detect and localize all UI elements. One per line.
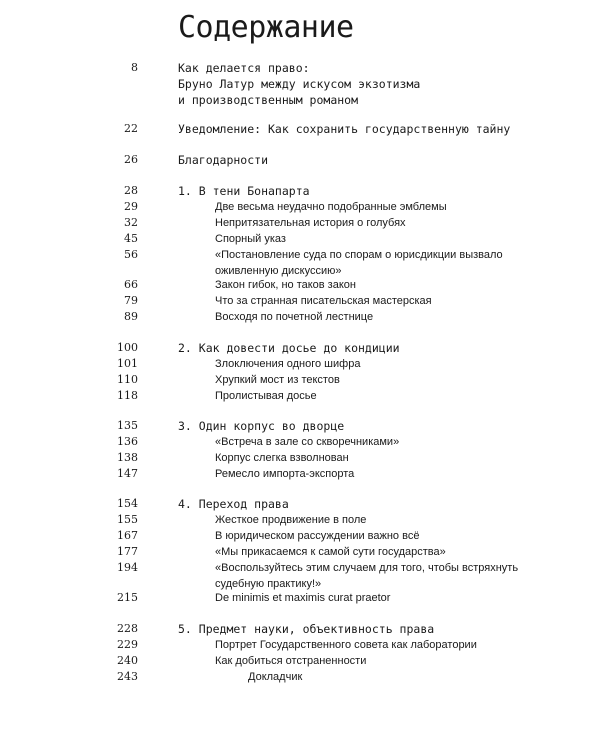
- toc-subsection-entry: [0, 388, 600, 404]
- entry-title-line: 1. В тени Бонапарта: [178, 184, 310, 198]
- page-number: 155: [117, 513, 138, 526]
- entry-title-line: Закон гибок, но таков закон: [215, 279, 356, 291]
- page-number: 56: [124, 248, 138, 261]
- toc-section-entry: [0, 183, 600, 199]
- entry-title-line: Две весьма неудачно подобранные эмблемы: [215, 201, 447, 213]
- entry-title-line: Жесткое продвижение в поле: [215, 514, 367, 526]
- entry-title-line: Бруно Латур между искусом экзотизма: [178, 77, 421, 91]
- entry-title-line: 2. Как довести досье до кондиции: [178, 341, 400, 355]
- page-number: 118: [117, 389, 138, 402]
- toc-subsection-entry: [0, 231, 600, 247]
- entry-title-line: Корпус слегка взволнован: [215, 452, 349, 464]
- page-number: 110: [117, 373, 138, 386]
- entry-title-line: Как добиться отстраненности: [215, 655, 367, 667]
- page-number: 32: [124, 216, 138, 229]
- entry-title-line: Портрет Государственного совета как лаборатории: [215, 639, 477, 651]
- toc-subsection-entry: [0, 512, 600, 528]
- toc-section-entry: [0, 496, 600, 512]
- page-number: 89: [124, 310, 138, 323]
- entry-title-line: Как делается право:: [178, 61, 310, 75]
- page-number: 8: [131, 61, 138, 74]
- entry-title-line: 5. Предмет науки, объективность права: [178, 622, 435, 636]
- page-number: 147: [117, 467, 138, 480]
- page-number: 228: [117, 622, 138, 635]
- toc-section-entry: [0, 340, 600, 356]
- page-number: 135: [117, 419, 138, 432]
- page-number: 66: [124, 278, 138, 291]
- toc-subsection-entry: [0, 653, 600, 669]
- page-number: 136: [117, 435, 138, 448]
- toc-subsection-entry: [0, 372, 600, 388]
- page-number: 22: [124, 122, 138, 135]
- entry-title-line: Пролистывая досье: [215, 390, 317, 402]
- entry-title-line: 4. Переход права: [178, 497, 289, 511]
- entry-title-line: De minimis et maximis curat praetor: [215, 592, 391, 604]
- page-number: 138: [117, 451, 138, 464]
- entry-title-line: Благодарности: [178, 153, 269, 167]
- page-number: 229: [117, 638, 138, 651]
- page-number: 243: [117, 670, 138, 683]
- entry-title-line: Непритязательная история о голубях: [215, 217, 406, 229]
- entry-title-line: судебную практику!»: [215, 578, 322, 590]
- entry-title-line: оживленную дискуссию»: [215, 265, 342, 277]
- entry-title-line: 3. Один корпус во дворце: [178, 419, 345, 433]
- page-title: Содержание: [178, 10, 354, 45]
- page-number: 45: [124, 232, 138, 245]
- page-number: 79: [124, 294, 138, 307]
- page-number: 167: [117, 529, 138, 542]
- toc-section-entry: [0, 621, 600, 637]
- entry-title-line: «Воспользуйтесь этим случаем для того, чтобы встряхнуть: [215, 562, 519, 574]
- entry-title-line: Спорный указ: [215, 233, 286, 245]
- page-number: 240: [117, 654, 138, 667]
- toc-subsection-entry: [0, 590, 600, 606]
- page-number: 26: [124, 153, 138, 166]
- entry-title-line: Что за странная писательская мастерская: [215, 295, 432, 307]
- page-number: 215: [117, 591, 138, 604]
- toc-subsection-entry: [0, 544, 600, 560]
- entry-title-line: Докладчик: [248, 671, 303, 683]
- toc-subsection-entry: [0, 669, 600, 685]
- toc-subsection-entry: [0, 466, 600, 482]
- toc-subsection-entry: [0, 356, 600, 372]
- toc-subsection-entry: [0, 528, 600, 544]
- toc-subsection-entry: [0, 215, 600, 231]
- toc-subsection-entry: [0, 309, 600, 325]
- page-number: 100: [117, 341, 138, 354]
- toc-section-entry: [0, 418, 600, 434]
- toc-subsection-entry: [0, 199, 600, 215]
- entry-title-line: В юридическом рассуждении важно всё: [215, 530, 420, 542]
- toc-subsection-entry: [0, 277, 600, 293]
- toc-section-entry: [0, 60, 600, 108]
- toc-subsection-entry: [0, 450, 600, 466]
- page-number: 154: [117, 497, 138, 510]
- page-number: 194: [117, 561, 138, 574]
- toc-section-entry: [0, 152, 600, 168]
- entry-title-line: Уведомление: Как сохранить государственную тайну: [178, 122, 511, 136]
- toc-section-entry: [0, 121, 600, 137]
- entry-title-line: Восходя по почетной лестнице: [215, 311, 374, 323]
- entry-title-line: «Встреча в зале со скворечниками»: [215, 436, 400, 448]
- toc-subsection-entry: [0, 560, 600, 592]
- entry-title-line: и производственным романом: [178, 93, 359, 107]
- toc-subsection-entry: [0, 247, 600, 279]
- page-number: 28: [124, 184, 138, 197]
- entry-title-line: «Мы прикасаемся к самой сути государства»: [215, 546, 446, 558]
- page-number: 177: [117, 545, 138, 558]
- entry-title-line: Злоключения одного шифра: [215, 358, 361, 370]
- page-number: 101: [117, 357, 138, 370]
- entry-title-line: Ремесло импорта-экспорта: [215, 468, 355, 480]
- entry-title-line: Хрупкий мост из текстов: [215, 374, 340, 386]
- toc-subsection-entry: [0, 434, 600, 450]
- entry-title-line: «Постановление суда по спорам о юрисдикции вызвало: [215, 249, 503, 261]
- page-number: 29: [124, 200, 138, 213]
- toc-subsection-entry: [0, 293, 600, 309]
- toc-subsection-entry: [0, 637, 600, 653]
